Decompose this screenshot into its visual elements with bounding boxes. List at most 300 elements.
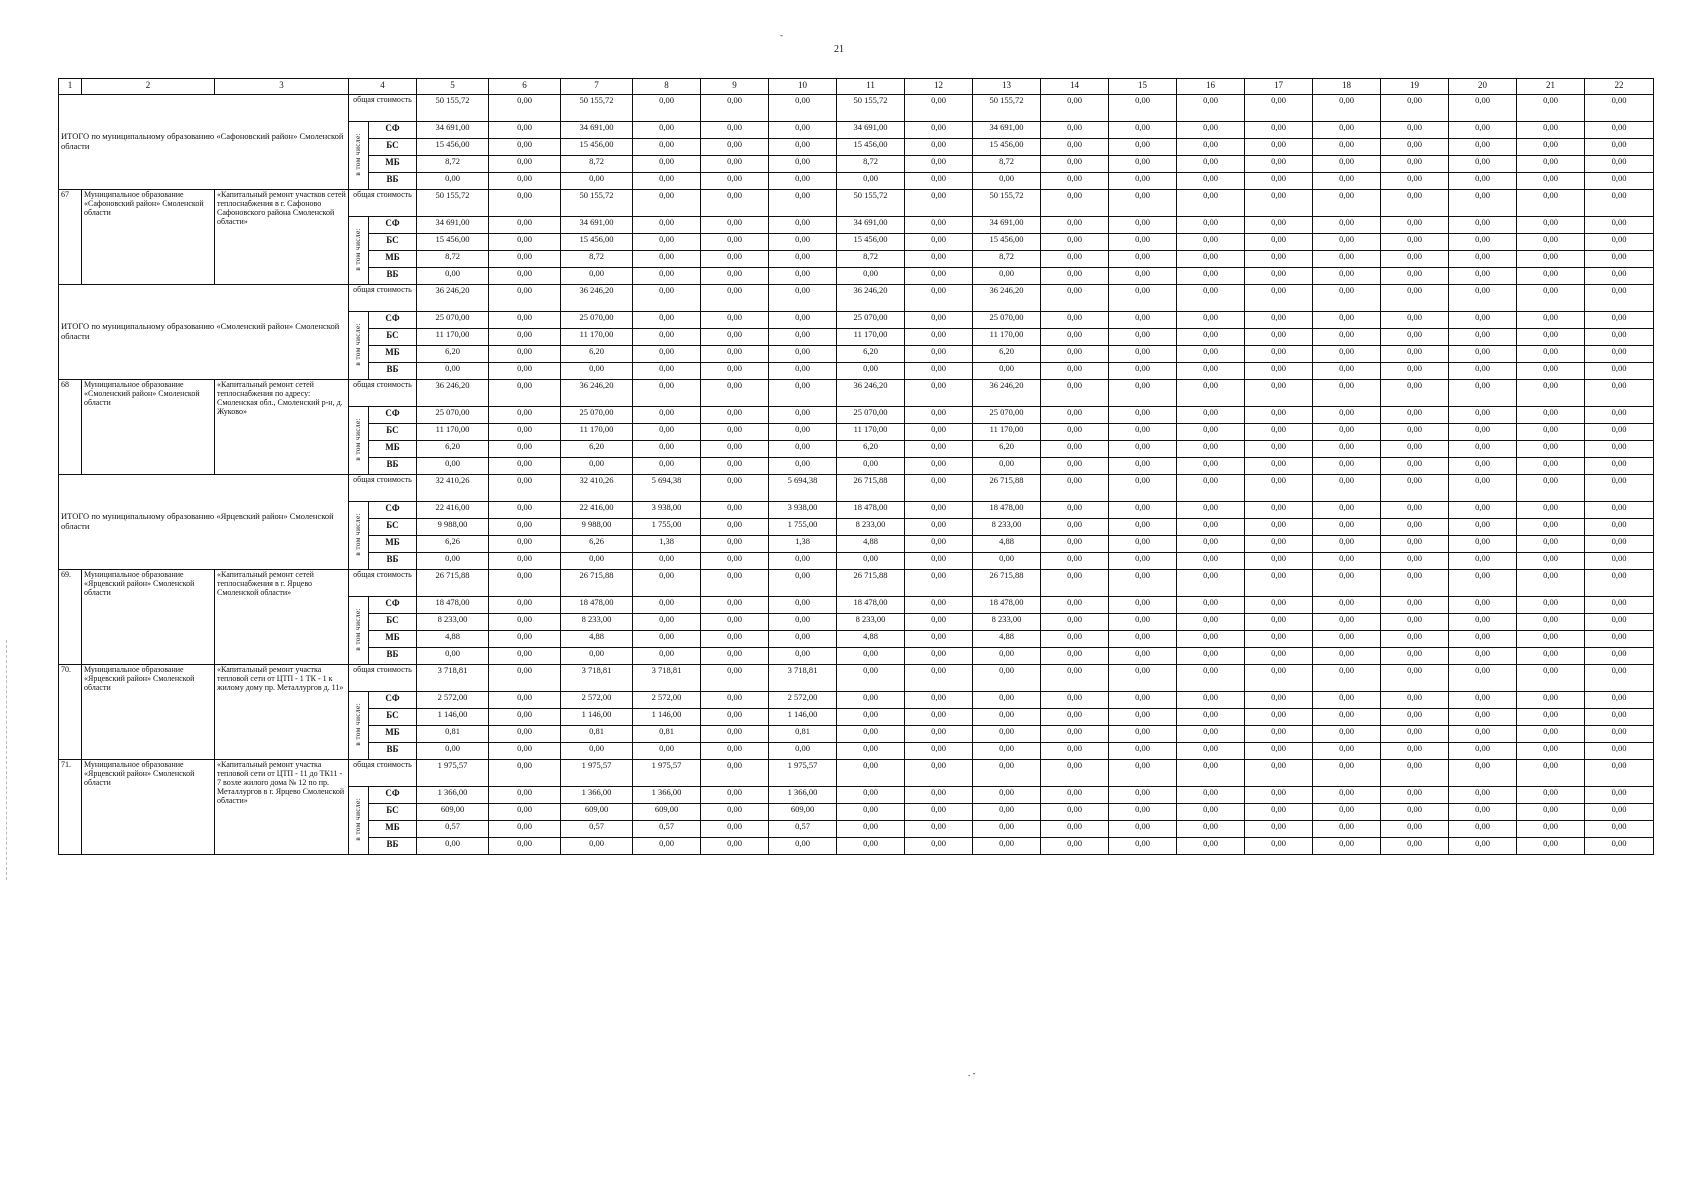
- value-cell: 0,00: [1517, 804, 1585, 821]
- value-cell: 0,00: [1449, 570, 1517, 597]
- value-cell: 0,00: [701, 631, 769, 648]
- value-cell: 0,00: [489, 312, 561, 329]
- value-cell: 1 975,57: [769, 760, 837, 787]
- value-cell: 8,72: [561, 156, 633, 173]
- value-cell: 25 070,00: [561, 407, 633, 424]
- page-number: 21: [834, 44, 844, 55]
- value-cell: 0,00: [633, 268, 701, 285]
- value-cell: 0,00: [769, 95, 837, 122]
- value-cell: 4,88: [837, 536, 905, 553]
- value-cell: 2 572,00: [561, 692, 633, 709]
- value-cell: 0,00: [1109, 95, 1177, 122]
- including-label-text: в том числе:: [353, 132, 363, 176]
- value-cell: 6,20: [973, 441, 1041, 458]
- value-cell: 36 246,20: [973, 285, 1041, 312]
- including-label-text: в том числе:: [353, 322, 363, 366]
- value-cell: 0,00: [1041, 570, 1109, 597]
- total-cost-label: общая стоимость: [349, 475, 417, 502]
- value-cell: 0,00: [1517, 190, 1585, 217]
- funding-source: МБ: [369, 536, 417, 553]
- value-cell: 0,00: [1177, 502, 1245, 519]
- value-cell: 0,00: [489, 709, 561, 726]
- total-block-row: [59, 285, 1654, 312]
- value-cell: 0,00: [1109, 553, 1177, 570]
- value-cell: 25 070,00: [837, 312, 905, 329]
- value-cell: 0,00: [1449, 407, 1517, 424]
- value-cell: 1 146,00: [561, 709, 633, 726]
- value-cell: 0,00: [1245, 363, 1313, 380]
- funding-source: ВБ: [369, 838, 417, 855]
- value-cell: 0,00: [1449, 424, 1517, 441]
- value-cell: 0,00: [417, 268, 489, 285]
- value-cell: 0,00: [1041, 692, 1109, 709]
- value-cell: 50 155,72: [417, 190, 489, 217]
- value-cell: 0,00: [1177, 709, 1245, 726]
- value-cell: 0,00: [1449, 502, 1517, 519]
- value-cell: 0,00: [1381, 217, 1449, 234]
- value-cell: 0,00: [1449, 190, 1517, 217]
- value-cell: 0,00: [701, 743, 769, 760]
- value-cell: 0,00: [1517, 122, 1585, 139]
- funding-source: БС: [369, 709, 417, 726]
- value-cell: 0,00: [489, 665, 561, 692]
- value-cell: 0,00: [1517, 519, 1585, 536]
- value-cell: 0,00: [905, 234, 973, 251]
- value-cell: 0,00: [1585, 424, 1654, 441]
- value-cell: 0,00: [417, 173, 489, 190]
- value-cell: 8,72: [561, 251, 633, 268]
- value-cell: 0,00: [1109, 838, 1177, 855]
- value-cell: 0,00: [1313, 122, 1381, 139]
- value-cell: 3 718,81: [769, 665, 837, 692]
- value-cell: 0,00: [1517, 268, 1585, 285]
- value-cell: 0,00: [1177, 821, 1245, 838]
- value-cell: 0,00: [489, 363, 561, 380]
- total-cost-label: общая стоимость: [349, 95, 417, 122]
- including-label-text: в том числе:: [353, 607, 363, 651]
- value-cell: 0,00: [1245, 95, 1313, 122]
- value-cell: 0,00: [905, 787, 973, 804]
- value-cell: 0,00: [701, 122, 769, 139]
- value-cell: 0,57: [633, 821, 701, 838]
- value-cell: 0,00: [1449, 553, 1517, 570]
- value-cell: 0,00: [1381, 190, 1449, 217]
- value-cell: 0,00: [1517, 407, 1585, 424]
- value-cell: 0,00: [1177, 665, 1245, 692]
- value-cell: 0,00: [1449, 692, 1517, 709]
- value-cell: 2 572,00: [769, 692, 837, 709]
- value-cell: 0,00: [1517, 156, 1585, 173]
- value-cell: 0,00: [837, 726, 905, 743]
- value-cell: 0,00: [489, 597, 561, 614]
- value-cell: 0,00: [489, 329, 561, 346]
- value-cell: 0,00: [1381, 251, 1449, 268]
- value-cell: 0,00: [905, 519, 973, 536]
- funding-source: БС: [369, 329, 417, 346]
- funding-source: СФ: [369, 502, 417, 519]
- value-cell: 0,00: [1041, 251, 1109, 268]
- value-cell: 0,00: [1381, 692, 1449, 709]
- value-cell: 0,00: [1517, 139, 1585, 156]
- value-cell: 0,57: [561, 821, 633, 838]
- value-cell: 0,00: [1381, 329, 1449, 346]
- value-cell: 36 246,20: [417, 380, 489, 407]
- value-cell: 0,00: [1449, 139, 1517, 156]
- value-cell: 0,00: [1177, 285, 1245, 312]
- value-cell: 8,72: [973, 156, 1041, 173]
- value-cell: 1 975,57: [417, 760, 489, 787]
- value-cell: 0,00: [837, 709, 905, 726]
- value-cell: 36 246,20: [561, 285, 633, 312]
- value-cell: 0,00: [1517, 475, 1585, 502]
- value-cell: 0,00: [1313, 838, 1381, 855]
- value-cell: 0,00: [1245, 312, 1313, 329]
- value-cell: 0,00: [837, 760, 905, 787]
- value-cell: 8,72: [973, 251, 1041, 268]
- value-cell: 0,00: [1449, 251, 1517, 268]
- header-cell: 11: [837, 79, 905, 95]
- value-cell: 0,00: [1313, 597, 1381, 614]
- value-cell: 0,00: [905, 173, 973, 190]
- value-cell: 0,00: [489, 838, 561, 855]
- value-cell: 0,00: [1585, 285, 1654, 312]
- value-cell: 0,00: [1313, 475, 1381, 502]
- value-cell: 0,00: [769, 217, 837, 234]
- value-cell: 0,00: [1313, 760, 1381, 787]
- value-cell: 0,00: [769, 234, 837, 251]
- header-cell: 13: [973, 79, 1041, 95]
- value-cell: 15 456,00: [837, 139, 905, 156]
- including-label: [349, 692, 369, 760]
- value-cell: 0,00: [837, 553, 905, 570]
- item-number: 70.: [59, 665, 82, 760]
- header-cell: 3: [215, 79, 349, 95]
- value-cell: 0,00: [973, 709, 1041, 726]
- value-cell: 26 715,88: [561, 570, 633, 597]
- value-cell: 0,00: [417, 838, 489, 855]
- value-cell: 8 233,00: [973, 519, 1041, 536]
- value-cell: 0,00: [1313, 95, 1381, 122]
- value-cell: 11 170,00: [837, 424, 905, 441]
- value-cell: 0,00: [905, 475, 973, 502]
- item-block-row: [59, 190, 1654, 217]
- value-cell: 0,00: [1585, 380, 1654, 407]
- value-cell: 25 070,00: [561, 312, 633, 329]
- funding-source: МБ: [369, 251, 417, 268]
- value-cell: 0,00: [1585, 536, 1654, 553]
- value-cell: 0,00: [633, 553, 701, 570]
- value-cell: 0,00: [1313, 743, 1381, 760]
- value-cell: 0,00: [1041, 122, 1109, 139]
- value-cell: 0,00: [1041, 312, 1109, 329]
- value-cell: 0,00: [1245, 139, 1313, 156]
- value-cell: 0,00: [1585, 475, 1654, 502]
- value-cell: 0,57: [769, 821, 837, 838]
- including-label: [349, 407, 369, 475]
- funding-source: МБ: [369, 726, 417, 743]
- value-cell: 0,00: [769, 838, 837, 855]
- value-cell: 0,00: [1585, 502, 1654, 519]
- value-cell: 0,00: [1517, 838, 1585, 855]
- value-cell: 0,00: [1517, 648, 1585, 665]
- value-cell: 0,00: [1245, 329, 1313, 346]
- value-cell: 0,00: [1245, 614, 1313, 631]
- value-cell: 36 246,20: [973, 380, 1041, 407]
- value-cell: 0,00: [1177, 838, 1245, 855]
- value-cell: 0,00: [701, 139, 769, 156]
- value-cell: 0,00: [633, 234, 701, 251]
- value-cell: 0,57: [417, 821, 489, 838]
- value-cell: 0,00: [1245, 346, 1313, 363]
- value-cell: 0,00: [1449, 760, 1517, 787]
- value-cell: 0,00: [1585, 329, 1654, 346]
- value-cell: 0,00: [1313, 139, 1381, 156]
- value-cell: 0,00: [1585, 760, 1654, 787]
- value-cell: 0,00: [1041, 709, 1109, 726]
- value-cell: 0,00: [1585, 122, 1654, 139]
- value-cell: 0,00: [1449, 804, 1517, 821]
- value-cell: 0,00: [905, 285, 973, 312]
- value-cell: 0,00: [1517, 95, 1585, 122]
- value-cell: 0,00: [1177, 156, 1245, 173]
- value-cell: 15 456,00: [561, 139, 633, 156]
- value-cell: 0,00: [1449, 173, 1517, 190]
- value-cell: 0,00: [1041, 424, 1109, 441]
- value-cell: 0,00: [1381, 139, 1449, 156]
- value-cell: 0,00: [1109, 536, 1177, 553]
- value-cell: 0,00: [1449, 329, 1517, 346]
- funding-source: БС: [369, 804, 417, 821]
- value-cell: 0,00: [1381, 614, 1449, 631]
- value-cell: 8 233,00: [837, 519, 905, 536]
- value-cell: 0,00: [1381, 312, 1449, 329]
- value-cell: 0,00: [1109, 139, 1177, 156]
- value-cell: 0,00: [905, 502, 973, 519]
- value-cell: 0,00: [1449, 363, 1517, 380]
- value-cell: 0,00: [701, 536, 769, 553]
- value-cell: 0,00: [1245, 536, 1313, 553]
- value-cell: 0,00: [1313, 614, 1381, 631]
- value-cell: 0,00: [905, 838, 973, 855]
- value-cell: 0,00: [1449, 441, 1517, 458]
- value-cell: 0,00: [1585, 665, 1654, 692]
- value-cell: 0,00: [1041, 648, 1109, 665]
- value-cell: 50 155,72: [561, 95, 633, 122]
- value-cell: 0,00: [1313, 268, 1381, 285]
- value-cell: 2 572,00: [633, 692, 701, 709]
- value-cell: 0,00: [1109, 475, 1177, 502]
- value-cell: 0,00: [1245, 597, 1313, 614]
- value-cell: 0,00: [1313, 234, 1381, 251]
- value-cell: 0,00: [1449, 217, 1517, 234]
- value-cell: 0,81: [561, 726, 633, 743]
- value-cell: 0,00: [1449, 743, 1517, 760]
- value-cell: 4,88: [973, 631, 1041, 648]
- value-cell: 0,00: [633, 190, 701, 217]
- value-cell: 1 146,00: [769, 709, 837, 726]
- value-cell: 0,00: [1177, 804, 1245, 821]
- value-cell: 0,00: [1245, 838, 1313, 855]
- value-cell: 0,00: [1245, 122, 1313, 139]
- value-cell: 6,20: [837, 346, 905, 363]
- value-cell: 11 170,00: [973, 329, 1041, 346]
- value-cell: 0,00: [489, 424, 561, 441]
- value-cell: 0,00: [1313, 536, 1381, 553]
- value-cell: 0,00: [1245, 458, 1313, 475]
- value-cell: 0,00: [701, 760, 769, 787]
- funding-source: ВБ: [369, 363, 417, 380]
- value-cell: 0,00: [769, 312, 837, 329]
- value-cell: 0,00: [1313, 804, 1381, 821]
- value-cell: 18 478,00: [837, 502, 905, 519]
- value-cell: 0,00: [1517, 346, 1585, 363]
- value-cell: 6,20: [837, 441, 905, 458]
- funding-source: МБ: [369, 156, 417, 173]
- value-cell: 0,00: [561, 743, 633, 760]
- value-cell: 0,00: [1313, 285, 1381, 312]
- value-cell: 25 070,00: [837, 407, 905, 424]
- value-cell: 0,00: [633, 156, 701, 173]
- value-cell: 50 155,72: [417, 95, 489, 122]
- value-cell: 0,00: [1177, 139, 1245, 156]
- item-block-row: [59, 760, 1654, 787]
- value-cell: 50 155,72: [561, 190, 633, 217]
- funding-source: ВБ: [369, 553, 417, 570]
- value-cell: 0,00: [1381, 553, 1449, 570]
- value-cell: 34 691,00: [837, 217, 905, 234]
- value-cell: 0,00: [1177, 312, 1245, 329]
- value-cell: 0,00: [1517, 173, 1585, 190]
- value-cell: 0,00: [905, 665, 973, 692]
- value-cell: 18 478,00: [561, 597, 633, 614]
- value-cell: 0,00: [633, 173, 701, 190]
- value-cell: 609,00: [769, 804, 837, 821]
- value-cell: 0,00: [1585, 838, 1654, 855]
- value-cell: 0,00: [633, 285, 701, 312]
- value-cell: 0,00: [701, 380, 769, 407]
- value-cell: 0,00: [1177, 553, 1245, 570]
- value-cell: 0,00: [1041, 217, 1109, 234]
- value-cell: 0,00: [1245, 709, 1313, 726]
- value-cell: 0,00: [1517, 502, 1585, 519]
- value-cell: 0,00: [633, 329, 701, 346]
- municipality-name: Муниципальное образование «Ярцевский район» Смоленской области: [82, 760, 215, 855]
- value-cell: 0,00: [1585, 726, 1654, 743]
- header-cell: 16: [1177, 79, 1245, 95]
- value-cell: 0,00: [769, 363, 837, 380]
- value-cell: 0,00: [489, 787, 561, 804]
- including-label: [349, 217, 369, 285]
- value-cell: 0,00: [1517, 380, 1585, 407]
- value-cell: 0,00: [1177, 631, 1245, 648]
- value-cell: 5 694,38: [769, 475, 837, 502]
- value-cell: 0,00: [1585, 139, 1654, 156]
- value-cell: 1 146,00: [417, 709, 489, 726]
- value-cell: 0,00: [769, 631, 837, 648]
- value-cell: 0,00: [1041, 458, 1109, 475]
- value-cell: 0,00: [561, 838, 633, 855]
- funding-source: СФ: [369, 692, 417, 709]
- value-cell: 3 718,81: [633, 665, 701, 692]
- value-cell: 0,00: [561, 458, 633, 475]
- value-cell: 32 410,26: [417, 475, 489, 502]
- value-cell: 34 691,00: [561, 217, 633, 234]
- value-cell: 0,00: [633, 743, 701, 760]
- value-cell: 8 233,00: [837, 614, 905, 631]
- value-cell: 0,00: [1585, 217, 1654, 234]
- district-total-label: ИТОГО по муниципальному образованию «Сафоновский район» Смоленской области: [59, 95, 349, 190]
- value-cell: 0,00: [1177, 346, 1245, 363]
- value-cell: 0,00: [417, 363, 489, 380]
- value-cell: 0,00: [1585, 821, 1654, 838]
- value-cell: 0,00: [1517, 217, 1585, 234]
- value-cell: 0,00: [1517, 570, 1585, 597]
- value-cell: 0,00: [417, 458, 489, 475]
- item-number: 69.: [59, 570, 82, 665]
- value-cell: 1,38: [769, 536, 837, 553]
- value-cell: 0,00: [1177, 614, 1245, 631]
- value-cell: 9 988,00: [561, 519, 633, 536]
- value-cell: 8 233,00: [561, 614, 633, 631]
- header-cell: 14: [1041, 79, 1109, 95]
- value-cell: 0,00: [1041, 760, 1109, 787]
- value-cell: 0,00: [769, 743, 837, 760]
- value-cell: 0,00: [1585, 692, 1654, 709]
- value-cell: 0,00: [1585, 407, 1654, 424]
- funding-source: БС: [369, 424, 417, 441]
- value-cell: 0,00: [633, 346, 701, 363]
- value-cell: 609,00: [561, 804, 633, 821]
- value-cell: 1 975,57: [633, 760, 701, 787]
- value-cell: 0,00: [1041, 407, 1109, 424]
- value-cell: 0,00: [489, 156, 561, 173]
- value-cell: 0,00: [905, 821, 973, 838]
- value-cell: 0,00: [1109, 346, 1177, 363]
- value-cell: 0,00: [1449, 268, 1517, 285]
- value-cell: 0,00: [1245, 821, 1313, 838]
- header-cell: 20: [1449, 79, 1517, 95]
- value-cell: 0,00: [1041, 536, 1109, 553]
- value-cell: 0,00: [701, 692, 769, 709]
- value-cell: 0,00: [633, 838, 701, 855]
- value-cell: 6,26: [561, 536, 633, 553]
- value-cell: 15 456,00: [837, 234, 905, 251]
- funding-source: МБ: [369, 346, 417, 363]
- value-cell: 0,00: [1381, 648, 1449, 665]
- value-cell: 3 718,81: [417, 665, 489, 692]
- scan-speck-top: -: [780, 30, 783, 40]
- funding-source: БС: [369, 139, 417, 156]
- value-cell: 0,00: [1245, 475, 1313, 502]
- value-cell: 0,00: [1109, 441, 1177, 458]
- value-cell: 36 246,20: [837, 285, 905, 312]
- value-cell: 0,00: [1109, 234, 1177, 251]
- value-cell: 0,00: [701, 424, 769, 441]
- value-cell: 0,00: [1313, 665, 1381, 692]
- value-cell: 0,00: [489, 122, 561, 139]
- value-cell: 0,00: [1109, 329, 1177, 346]
- value-cell: 0,00: [489, 268, 561, 285]
- value-cell: 0,00: [837, 692, 905, 709]
- value-cell: 0,00: [973, 692, 1041, 709]
- value-cell: 0,00: [1177, 570, 1245, 597]
- funding-source: СФ: [369, 597, 417, 614]
- value-cell: 0,00: [1041, 285, 1109, 312]
- funding-source: МБ: [369, 631, 417, 648]
- header-cell: 22: [1585, 79, 1654, 95]
- value-cell: 0,00: [837, 363, 905, 380]
- value-cell: 0,00: [1041, 441, 1109, 458]
